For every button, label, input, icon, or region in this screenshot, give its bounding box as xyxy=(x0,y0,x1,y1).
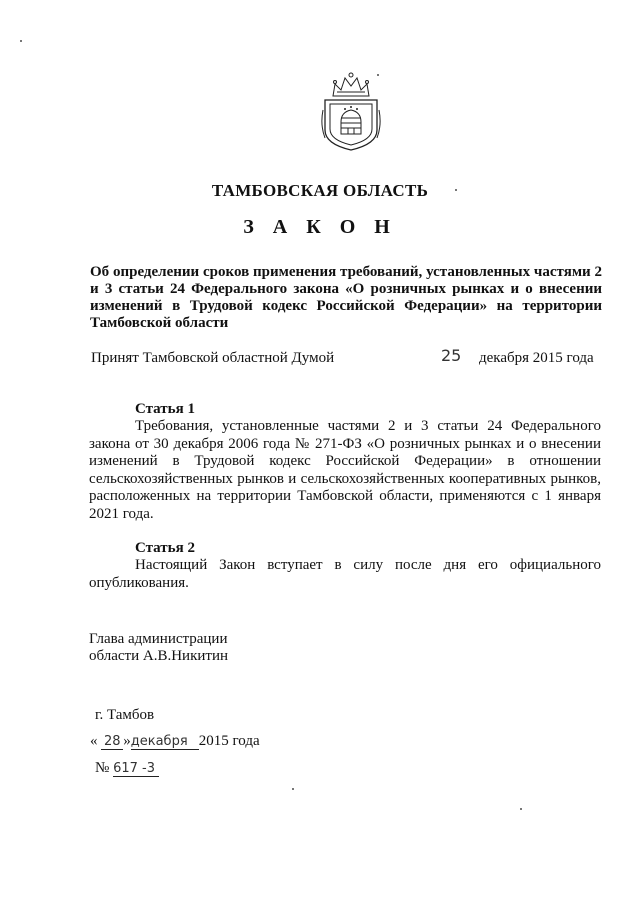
signatory-position: Глава администрации xyxy=(89,631,228,647)
article-1-text: Требования, установленные частями 2 и 3 статьи 24 Федерального закона от 30 декабря 2006 года № 271-ФЗ «О розничных рынках и о внесении изменений в Трудовой кодекс Российской Федерации» в отношении сельскохозяйственных рынков и сельскохозяйственных кооперативных рынков, расположенных на территории Тамбовской области, применяются с 1 января 2021 года. xyxy=(89,418,601,522)
adopted-day-handwritten: 25 xyxy=(441,346,462,365)
document-type-heading: З А К О Н xyxy=(243,216,397,238)
date-day-handwritten: 28 xyxy=(101,734,123,750)
place-of-signing: г. Тамбов xyxy=(95,707,155,723)
scan-speck xyxy=(377,74,379,76)
article-1-title: Статья 1 xyxy=(135,401,195,417)
scan-speck xyxy=(292,788,294,790)
article-2-title: Статья 2 xyxy=(135,540,195,556)
number-sign: № xyxy=(95,760,110,776)
date-open-quote: « xyxy=(90,733,98,749)
tambov-coat-of-arms-icon xyxy=(319,70,383,152)
date-month-handwritten: декабря xyxy=(131,734,199,750)
adopted-by-label: Принят Тамбовской областной Думой xyxy=(91,350,335,366)
signatory-name: области А.В.Никитин xyxy=(89,648,229,664)
signing-date xyxy=(90,733,260,750)
article-2-text: Настоящий Закон вступает в силу после дня его официального опубликования. xyxy=(89,557,601,591)
date-close-quote: » xyxy=(123,733,131,749)
scan-speck xyxy=(520,808,522,810)
signatory-block xyxy=(89,631,228,665)
date-year: 2015 года xyxy=(198,733,260,749)
region-title: ТАМБОВСКАЯ ОБЛАСТЬ xyxy=(211,181,429,200)
scan-speck xyxy=(20,40,22,42)
scan-speck xyxy=(455,189,457,191)
number-value-handwritten: 617 -3 xyxy=(113,761,159,777)
law-subject-title: Об определении сроков применения требований, установленных частями 2 и 3 статьи 24 Федерального закона «О розничных рынках и о внесении изменений в Трудовой кодекс Российской Федерации» на территории Тамбовской области xyxy=(90,264,602,331)
adopted-month-year: декабря 2015 года xyxy=(479,350,594,366)
law-number xyxy=(95,760,159,777)
